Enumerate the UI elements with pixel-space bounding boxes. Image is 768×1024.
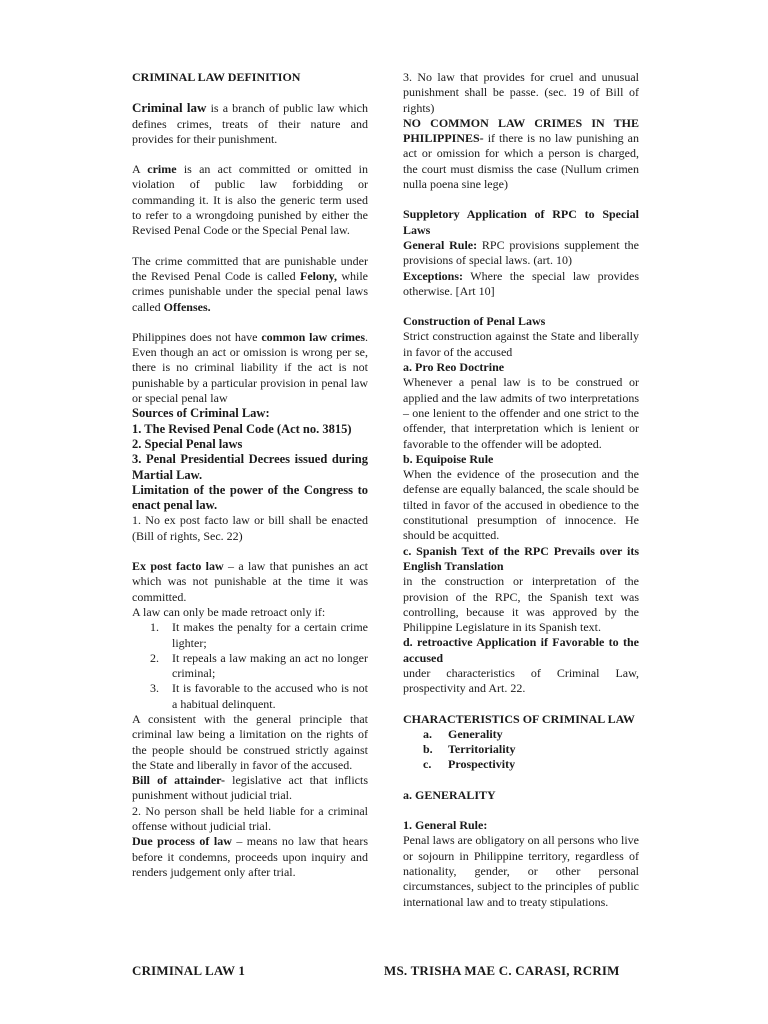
pro-reo-text: Whenever a penal law is to be construed or applied and the law admits of two interpretations – one lenient to the offender and one strict to the offender, that interpretation which is lenient or favorable to the offender will be adopted. [403,375,639,451]
cruel-punishment-item: 3. No law that provides for cruel and unusual punishment shall be passe. (sec. 19 of Bill of rights) [403,70,639,115]
no-common-law-crimes: NO COMMON LAW CRIMES IN THE PHILIPPINES- if there is no law punishing an act or omission for which a person is charged, the court must dismiss the case (Nullum crimen nulla poena sine lege) [403,115,639,192]
spanish-text: in the construction or interpretation of the provision of the RPC, the Spanish text was controlling, because it was approved by the Philippine Legislature in its Spanish text. [403,574,639,635]
left-column [132,70,368,880]
list-item: b. Territoriality [423,742,516,757]
limitation-item: 1. No ex post facto law or bill shall be enacted (Bill of rights, Sec. 22) [132,513,368,543]
retroactive-title: d. retroactive Application if Favorable to the accused [403,635,639,665]
list-item: a. Generality [423,726,503,741]
footer-author: MS. TRISHA MAE C. CARASI, RCRIM [384,963,620,978]
suppletory-title: Suppletory Application of RPC to Special Laws [403,207,639,237]
list-item: 1. It makes the penalty for a certain crime lighter; [150,620,368,650]
general-rule-heading: 1. General Rule: [403,818,488,833]
crime-definition: A crime is an act committed or omitted in violation of public law forbidding or commanding it. It is also the generic term used to refer to a wrongdoing punished by either the Revised Penal Code or the Special Penal law. [132,162,368,238]
common-law-crimes-paragraph: Philippines does not have common law crimes. Even though an act or omission is wrong per se, there is no criminal liability if the act is not punishable by a particular provision in penal law or special penal law [132,329,368,406]
characteristics-list [403,727,639,773]
pro-reo-title: a. Pro Reo Doctrine [403,360,505,375]
due-process-definition: Due process of law – means no law that hears before it condemns, proceeds upon inquiry and renders judgement only after trial. [132,834,368,879]
construction-text: Strict construction against the State and liberally in favor of the accused [403,329,639,359]
source-item: 1. The Revised Penal Code (Act no. 3815) [132,421,352,436]
general-rule: General Rule: RPC provisions supplement the provisions of special laws. (art. 10) [403,237,639,268]
retroact-intro: A law can only be made retroact only if: [132,604,326,619]
retroact-list [132,620,368,712]
sources-title: Sources of Criminal Law: [132,406,270,421]
bill-of-attainder: Bill of attainder- legislative act that inflicts punishment without judicial trial. [132,773,368,803]
generality-title: a. GENERALITY [403,787,496,802]
spanish-text-title: c. Spanish Text of the RPC Prevails over its English Translation [403,543,639,573]
list-item: 2. It repeals a law making an act no longer criminal; [150,650,368,681]
source-item: 2. Special Penal laws [132,436,243,451]
limitation-title: Limitation of the power of the Congress to enact penal law. [132,482,368,513]
equipoise-title: b. Equipoise Rule [403,451,494,466]
list-item: 3. It is favorable to the accused who is not a habitual delinquent. [150,681,368,711]
construction-title: Construction of Penal Laws [403,314,546,329]
retroactive-text: under characteristics of Criminal Law, prospectivity and Art. 22. [403,665,639,696]
no-person-liable: 2. No person shall be held liable for a criminal offense without judicial trial. [132,803,368,834]
ex-post-facto-definition: Ex post facto law – a law that punishes an act which was not punishable at the time it was committed. [132,559,368,604]
characteristics-title: CHARACTERISTICS OF CRIMINAL LAW [403,711,635,726]
list-item: c. Prospectivity [423,757,516,772]
source-item: 3. Penal Presidential Decrees issued during Martial Law. [132,452,368,482]
right-column [403,70,639,910]
criminal-law-definition: Criminal law is a branch of public law which defines crimes, treats of their nature and provides for their punishment. [132,100,368,146]
exceptions: Exceptions: Where the special law provides otherwise. [Art 10] [403,268,639,298]
felony-offenses-paragraph: The crime committed that are punishable under the Revised Penal Code is called Felony, while crimes punishable under the special penal laws called Offenses. [132,253,368,314]
page-title: CRIMINAL LAW DEFINITION [132,70,301,84]
consistent-principle: A consistent with the general principle that criminal law being a limitation on the rights of the people should be construed strictly against the State and liberally in favor of the accused. [132,711,368,772]
general-rule-text: Penal laws are obligatory on all persons who live or sojourn in Philippine territory, regardless of nationality, gender, or other personal circumstances, subject to the principles of public international law and to treaty stipulations. [403,833,639,909]
footer-course: CRIMINAL LAW 1 [132,963,246,978]
equipoise-text: When the evidence of the prosecution and the defense are equally balanced, the scale should be tilted in favor of the accused in obedience to the constitutional presumption of innocence. He should be acquitted. [403,467,639,543]
